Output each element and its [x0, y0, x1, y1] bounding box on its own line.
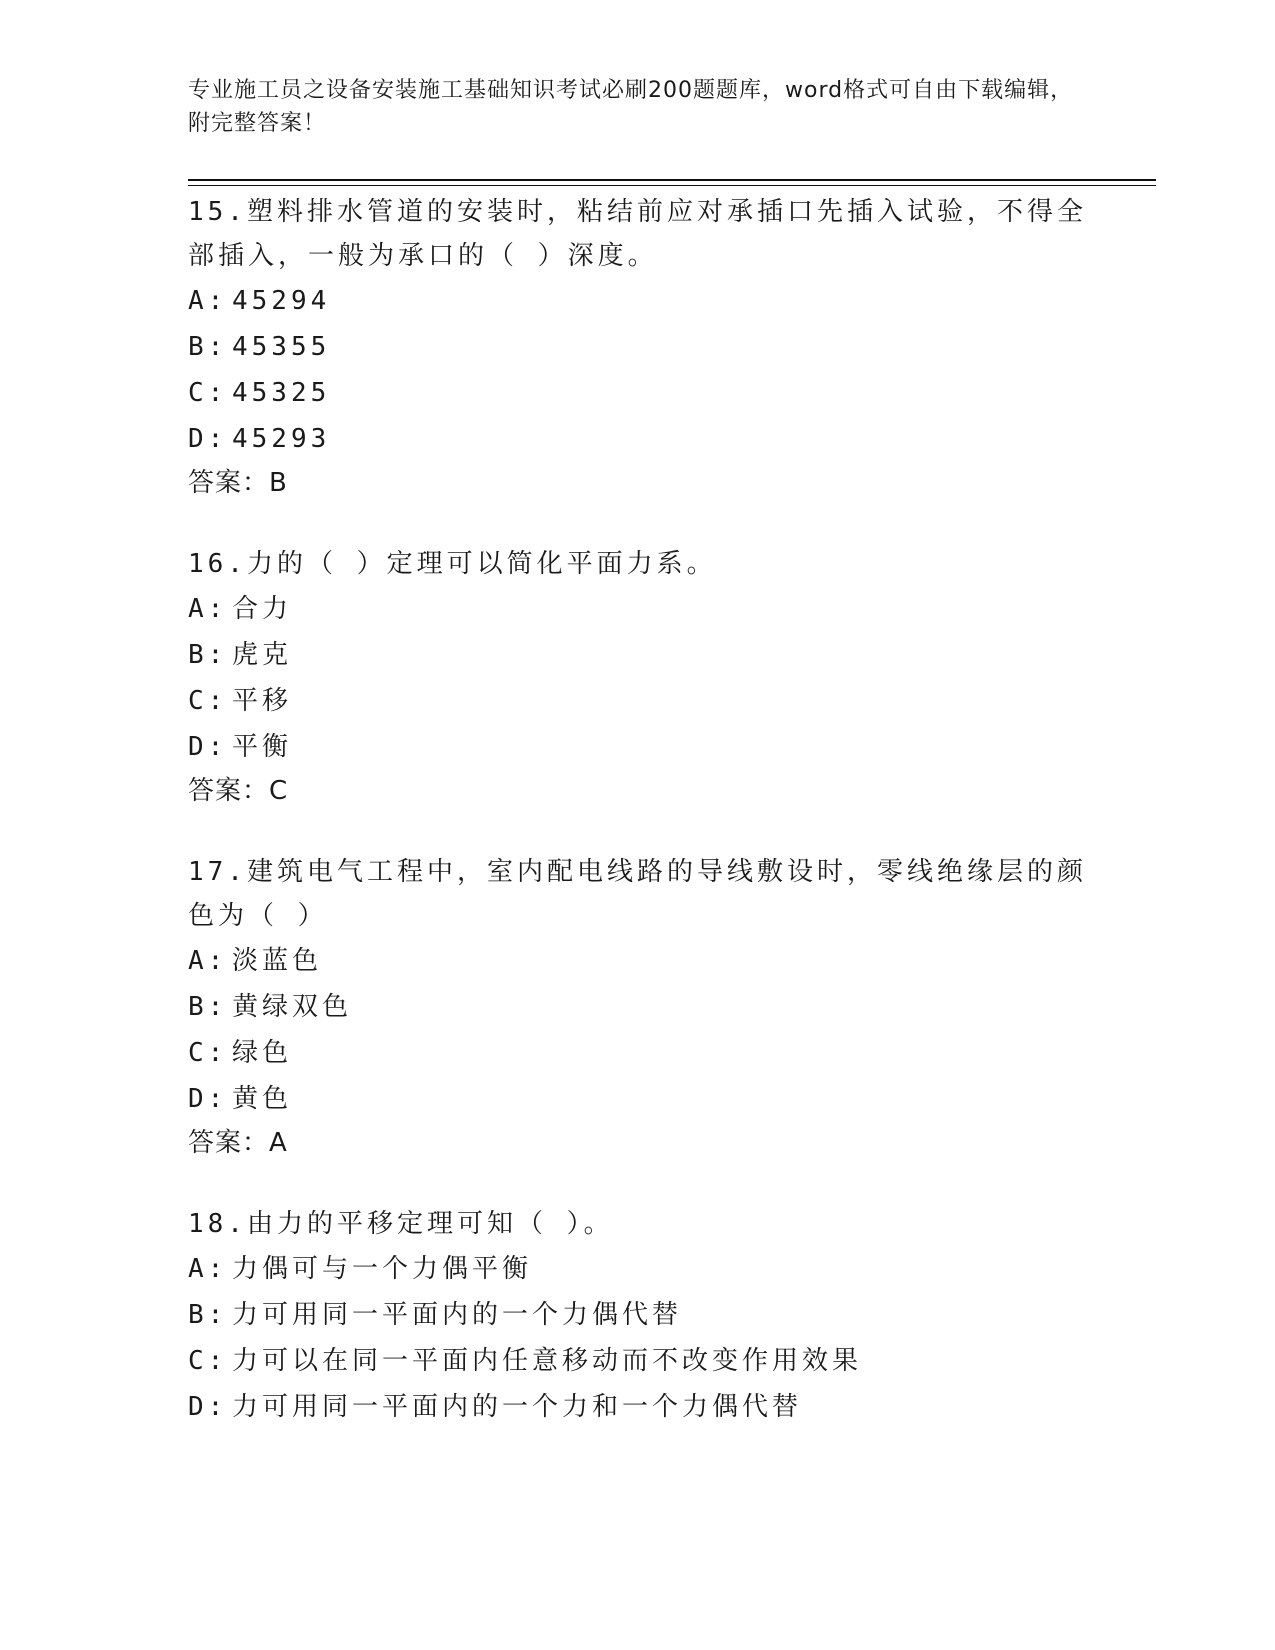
header-divider-thin [188, 185, 1156, 186]
option-text: 黄色 [232, 1084, 293, 1114]
answer-line [188, 1122, 1088, 1164]
option-a [188, 938, 1088, 984]
question-number: 16. [188, 549, 247, 579]
question-text [188, 190, 1088, 278]
option-text: 力可以在同一平面内任意移动而不改变作用效果 [232, 1346, 863, 1376]
option-d [188, 1076, 1088, 1122]
option-c [188, 370, 1088, 416]
option-a [188, 586, 1088, 632]
question-body: 塑料排水管道的安装时，粘结前应对承插口先插入试验，不得全部插入，一般为承口的（ ）深度。 [188, 197, 1087, 271]
document-header: 专业施工员之设备安装施工基础知识考试必刷200题题库，word格式可自由下载编辑，附完整答案！ [188, 78, 1074, 136]
option-label: D: [188, 1392, 228, 1422]
question-number: 15. [188, 197, 247, 227]
question-text [188, 542, 1088, 586]
option-text: 45293 [232, 424, 331, 454]
option-label: A: [188, 286, 228, 316]
option-label: C: [188, 378, 228, 408]
option-label: A: [188, 1254, 228, 1284]
question-15 [188, 190, 1088, 504]
option-text: 45325 [232, 378, 331, 408]
option-label: A: [188, 594, 228, 624]
option-text: 绿色 [232, 1038, 293, 1068]
question-body: 力的（ ）定理可以简化平面力系。 [246, 549, 717, 579]
question-list [188, 190, 1088, 1468]
option-label: C: [188, 686, 228, 716]
question-16 [188, 542, 1088, 812]
option-label: C: [188, 1038, 228, 1068]
option-text: 合力 [232, 594, 293, 624]
option-text: 45355 [232, 332, 331, 362]
question-18 [188, 1202, 1088, 1430]
question-text [188, 1202, 1088, 1246]
question-text [188, 850, 1088, 938]
option-a [188, 278, 1088, 324]
option-b [188, 984, 1088, 1030]
option-text: 黄绿双色 [232, 992, 353, 1022]
option-b [188, 632, 1088, 678]
question-body: 建筑电气工程中，室内配电线路的导线敷设时，零线绝缘层的颜色为（ ） [188, 857, 1087, 931]
option-d [188, 416, 1088, 462]
header-divider-thick [188, 179, 1156, 181]
option-text: 45294 [232, 286, 331, 316]
option-b [188, 1292, 1088, 1338]
option-text: 力可用同一平面内的一个力偶代替 [232, 1300, 683, 1330]
option-label: C: [188, 1346, 228, 1376]
answer-line [188, 770, 1088, 812]
answer-label: 答案： [188, 468, 270, 498]
option-c [188, 1338, 1088, 1384]
question-body: 由力的平移定理可知（ ）。 [246, 1209, 614, 1239]
question-17 [188, 850, 1088, 1164]
option-d [188, 1384, 1088, 1430]
option-label: B: [188, 1300, 228, 1330]
option-label: B: [188, 640, 228, 670]
question-number: 17. [188, 857, 247, 887]
option-text: 平衡 [232, 732, 293, 762]
option-label: B: [188, 332, 228, 362]
option-text: 虎克 [232, 640, 293, 670]
question-number: 18. [188, 1209, 247, 1239]
option-label: A: [188, 946, 228, 976]
option-text: 力可用同一平面内的一个力和一个力偶代替 [232, 1392, 803, 1422]
answer-line [188, 462, 1088, 504]
answer-label: 答案： [188, 1128, 270, 1158]
option-c [188, 1030, 1088, 1076]
option-b [188, 324, 1088, 370]
option-text: 力偶可与一个力偶平衡 [232, 1254, 533, 1284]
answer-value: C [269, 776, 289, 806]
option-label: B: [188, 992, 228, 1022]
option-text: 平移 [232, 686, 293, 716]
option-label: D: [188, 732, 228, 762]
option-text: 淡蓝色 [232, 946, 323, 976]
answer-label: 答案： [188, 776, 270, 806]
option-d [188, 724, 1088, 770]
answer-value: A [269, 1128, 288, 1158]
option-label: D: [188, 424, 228, 454]
option-c [188, 678, 1088, 724]
option-label: D: [188, 1084, 228, 1114]
answer-value: B [269, 468, 288, 498]
option-a [188, 1246, 1088, 1292]
